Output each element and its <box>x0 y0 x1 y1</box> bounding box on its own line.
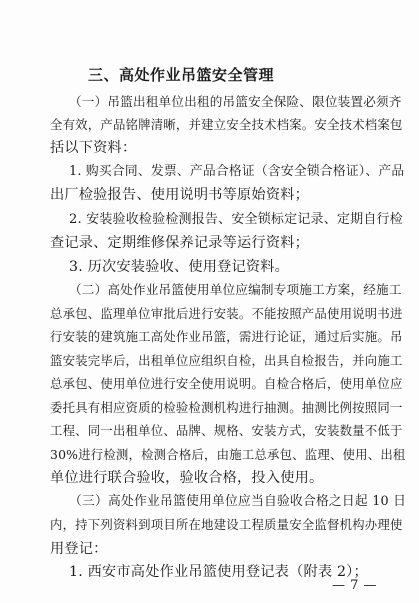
paragraph-line: 1. 购买合同、发票、产品合格证（含安全锁合格证）、产品 <box>69 164 405 179</box>
paragraph-line: 30%进行检测，检测合格后，由施工总承包、监理、使用、出租 <box>50 447 406 462</box>
paragraph-line: 行安装的建筑施工高处作业吊篮，需进行论证，通过后实施。吊 <box>50 329 403 344</box>
paragraph-line: 2. 安装验收检验检测报告、安全锁标定记录、定期自行检 <box>69 212 403 227</box>
paragraph-line: 篮安装完毕后，出租单位应组织自检，出具自检报告，并向施工 <box>50 353 403 368</box>
page-number: — 7 — <box>332 578 378 593</box>
paragraph-line: （三）高处作业吊篮使用单位应当自验收合格之日起 10 日 <box>69 494 407 509</box>
paragraph-line: 出厂检验报告、使用说明书等原始资料； <box>50 187 309 203</box>
paragraph-line: 内，持下列资料到项目所在地建设工程质量安全监督机构办理使 <box>50 517 403 532</box>
paragraph-line: 3. 历次安装验收、使用登记资料。 <box>69 259 290 275</box>
paragraph-line: 用登记： <box>50 541 108 557</box>
section-heading: 三、高处作业吊篮安全管理 <box>88 66 275 84</box>
paragraph-line: 单位进行联合验收，验收合格，投入使用。 <box>50 470 324 486</box>
paragraph-line: 括以下资料： <box>50 140 137 156</box>
paragraph-line: （二）高处作业吊篮使用单位应编制专项施工方案，经施工 <box>69 282 402 297</box>
paragraph-line: 查记录、定期维修保养记录等运行资料； <box>50 235 309 251</box>
paragraph-line: （一）吊篮出租单位出租的吊篮安全保险、限位装置必须齐 <box>69 94 402 109</box>
paragraph-line: 总承包、监理单位审批后进行安装。不能按照产品使用说明书进 <box>50 306 403 321</box>
paragraph-line: 全有效，产品铭牌清晰，并建立安全技术档案。安全技术档案包 <box>50 117 403 132</box>
paragraph-line: 委托具有相应资质的检验检测机构进行抽测。抽测比例按照同一 <box>50 400 403 415</box>
paragraph-line: 1. 西安市高处作业吊篮使用登记表（附表 2）； <box>69 564 368 580</box>
paragraph-line: 工程、同一出租单位、品牌、规格、安装方式，安装数量不低于 <box>50 423 403 438</box>
paragraph-line: 总承包、使用单位进行安全使用说明。自检合格后，使用单位应 <box>50 376 403 391</box>
